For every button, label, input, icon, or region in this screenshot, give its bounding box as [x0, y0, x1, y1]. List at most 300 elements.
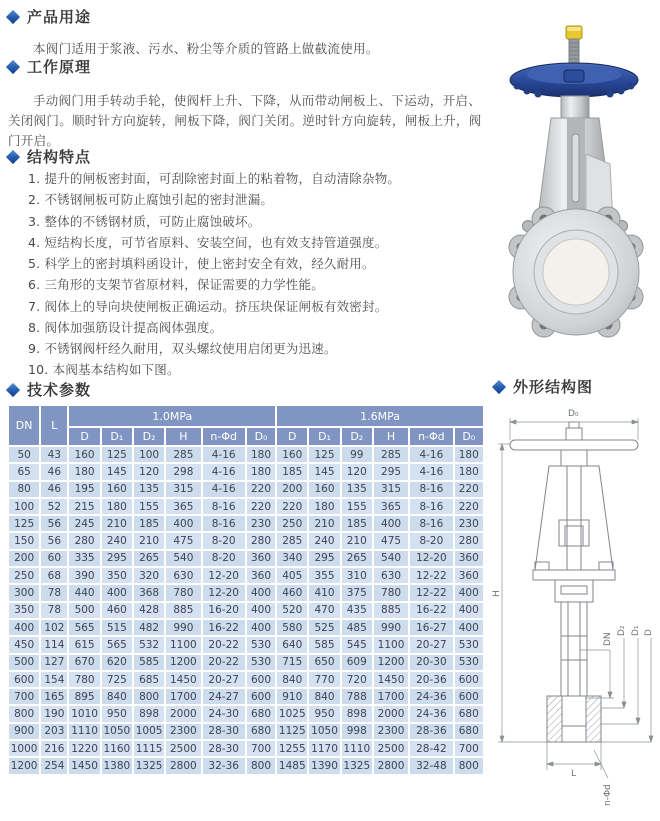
table-cell: 8-16 [203, 516, 245, 531]
table-cell: 482 [134, 620, 164, 635]
table-cell: 12-22 [410, 568, 452, 583]
table-cell: 52 [41, 499, 67, 514]
table-cell: 700 [247, 741, 275, 756]
table-cell: 1700 [374, 689, 408, 704]
table-cell: 400 [247, 585, 275, 600]
table-cell: 300 [9, 585, 39, 600]
table-cell: 405 [277, 568, 307, 583]
table-cell: 800 [247, 758, 275, 773]
table-cell: 375 [342, 585, 372, 600]
table-cell: 16-22 [410, 603, 452, 618]
col-header-d: D [69, 428, 99, 445]
table-cell: 210 [102, 516, 132, 531]
table-cell: 840 [102, 689, 132, 704]
col-header-l: L [41, 406, 67, 445]
table-cell: 8-20 [203, 533, 245, 548]
table-row [9, 758, 483, 773]
table-cell: 220 [455, 499, 483, 514]
table-cell: 32-48 [410, 758, 452, 773]
table-cell: 1380 [103, 759, 131, 772]
table-cell: 60 [41, 551, 67, 566]
table-cell: 1200 [166, 655, 200, 670]
table-cell: 540 [166, 551, 200, 566]
table-cell: 360 [247, 551, 275, 566]
table-cell: 78 [41, 585, 67, 600]
feature-item: 7. 阀体上的导向块使闸板正确运动。挤压块保证闸板有效密封。 [28, 298, 388, 314]
dim-label-d2: D₂ [617, 625, 627, 636]
section-title: 结构特点 [27, 148, 92, 166]
table-cell: 898 [342, 706, 372, 721]
table-cell: 250 [277, 516, 307, 531]
table-cell: 100 [9, 499, 39, 514]
section-title: 产品用途 [27, 8, 92, 26]
table-cell: 295 [102, 551, 132, 566]
table-cell: 470 [309, 603, 339, 618]
table-cell: 280 [455, 533, 483, 548]
table-cell: 1450 [374, 672, 408, 687]
table-cell: 1010 [71, 708, 98, 721]
table-cell: 1325 [135, 759, 163, 772]
table-cell: 700 [9, 689, 39, 704]
table-cell: 990 [166, 620, 200, 635]
table-cell: 180 [247, 447, 275, 462]
table-cell: 400 [102, 585, 132, 600]
table-cell: 28-42 [410, 741, 452, 756]
table-cell: 56 [41, 533, 67, 548]
feature-item: 2. 不锈钢闸板可防止腐蚀引起的密封泄漏。 [28, 192, 274, 208]
table-cell: 368 [134, 585, 164, 600]
table-cell: 254 [41, 758, 67, 773]
table-cell: 160 [277, 447, 307, 462]
table-cell: 410 [309, 585, 339, 600]
table-cell: 230 [247, 516, 275, 531]
table-cell: 220 [247, 482, 275, 497]
table-cell: 400 [166, 516, 200, 531]
table-cell: 725 [102, 672, 132, 687]
feature-item: 10. 本阀基本结构如下图。 [28, 362, 180, 378]
table-cell: 1200 [374, 655, 408, 670]
table-cell: 145 [309, 464, 339, 479]
table-cell: 895 [69, 689, 99, 704]
table-cell: 20-22 [203, 637, 245, 652]
table-cell: 360 [455, 551, 483, 566]
diamond-bullet-icon [6, 9, 20, 23]
table-cell: 245 [69, 516, 99, 531]
table-body [9, 447, 483, 774]
table-cell: 885 [374, 603, 408, 618]
feature-item: 4. 短结构长度，可节省原料、安装空间，也有效支持管道强度。 [28, 234, 388, 250]
table-cell: 1255 [278, 742, 306, 755]
table-cell: 24-27 [203, 689, 245, 704]
table-cell: 565 [69, 620, 99, 635]
table-cell: 220 [455, 482, 483, 497]
table-cell: 78 [41, 603, 67, 618]
table-cell: 2000 [166, 706, 200, 721]
section-heading-outline [494, 376, 593, 397]
table-cell: 770 [309, 672, 339, 687]
table-cell: 102 [41, 620, 67, 635]
table-cell: 515 [102, 620, 132, 635]
table-cell: 180 [247, 464, 275, 479]
table-cell: 46 [41, 464, 67, 479]
table-cell: 285 [277, 533, 307, 548]
stem-cap [566, 26, 582, 39]
features-list [28, 168, 486, 381]
table-cell: 630 [166, 568, 200, 583]
table-cell: 400 [455, 620, 483, 635]
table-cell: 530 [247, 655, 275, 670]
table-cell: 8-20 [410, 533, 452, 548]
table-cell: 800 [9, 706, 39, 721]
table-cell: 1025 [278, 708, 306, 721]
table-cell: 800 [455, 758, 483, 773]
table-cell: 4-16 [410, 464, 452, 479]
table-cell: 1005 [135, 725, 163, 738]
table-cell: 360 [247, 568, 275, 583]
table-row [9, 585, 483, 600]
table-cell: 12-22 [410, 585, 452, 600]
table-cell: 1050 [311, 725, 338, 738]
table-cell: 1200 [10, 759, 38, 772]
table-cell: 350 [9, 603, 39, 618]
col-header-nphid: n-Φd [203, 428, 245, 445]
table-cell: 600 [9, 672, 39, 687]
table-cell: 220 [277, 499, 307, 514]
table-cell: 400 [455, 585, 483, 600]
table-cell: 400 [374, 516, 408, 531]
table-cell: 609 [342, 655, 372, 670]
col-header-d1: D₁ [309, 428, 339, 445]
table-cell: 4-16 [203, 447, 245, 462]
table-cell: 340 [277, 551, 307, 566]
col-header-h: H [166, 428, 200, 445]
table-cell: 8-16 [410, 516, 452, 531]
table-cell: 780 [166, 585, 200, 600]
col-header-d: D [277, 428, 307, 445]
table-cell: 500 [9, 655, 39, 670]
table-cell: 1110 [71, 725, 98, 738]
feature-item: 1. 提升的闸板密封面，可刮除密封面上的粘着物，自动清除杂物。 [28, 171, 401, 186]
table-cell: 298 [166, 464, 200, 479]
feature-item: 9. 不锈钢阀杆经久耐用，双头螺纹使用启闭更为迅速。 [28, 341, 337, 356]
table-cell: 240 [309, 533, 339, 548]
table-cell: 280 [69, 533, 99, 548]
feature-item: 8. 阀体加强筋设计提高阀体强度。 [28, 319, 223, 335]
table-row [9, 689, 483, 704]
table-cell: 16-22 [203, 620, 245, 635]
table-cell: 780 [374, 585, 408, 600]
table-cell: 280 [247, 533, 275, 548]
table-cell: 100 [134, 447, 164, 462]
table-cell: 680 [455, 706, 483, 721]
table-cell: 365 [166, 499, 200, 514]
table-cell: 180 [455, 464, 483, 479]
table-cell: 615 [69, 637, 99, 652]
drawing-handwheel [510, 440, 638, 450]
table-cell: 2300 [166, 724, 200, 739]
table-cell: 700 [455, 741, 483, 756]
table-cell: 135 [134, 482, 164, 497]
table-cell: 28-30 [203, 724, 245, 739]
table-cell: 788 [342, 689, 372, 704]
table-cell: 20-27 [203, 672, 245, 687]
col-group-1-0mpa: 1.0MPa [69, 406, 275, 426]
table-cell: 250 [9, 568, 39, 583]
table-cell: 65 [9, 464, 39, 479]
feature-item: 3. 整体的不锈钢材质，可防止腐蚀破坏。 [28, 213, 261, 229]
valve-outline-diagram [488, 398, 660, 818]
table-cell: 900 [9, 724, 39, 739]
table-cell: 265 [134, 551, 164, 566]
table-row [9, 499, 483, 514]
dim-label-d1: D₁ [631, 625, 641, 636]
table-cell: 1050 [103, 725, 131, 738]
table-cell: 2800 [166, 758, 200, 773]
table-cell: 12-20 [203, 585, 245, 600]
section-heading-principle [8, 56, 91, 77]
col-header-d2: D₂ [134, 428, 164, 445]
table-cell: 215 [69, 499, 99, 514]
table-cell: 4-16 [410, 447, 452, 462]
section-heading-features [8, 146, 91, 167]
table-cell: 32-36 [203, 758, 245, 773]
drawing-flange-section [547, 696, 562, 742]
table-cell: 24-30 [203, 706, 245, 721]
table-cell: 670 [69, 655, 99, 670]
diamond-bullet-icon [6, 59, 20, 73]
table-cell: 180 [102, 499, 132, 514]
technical-parameters-table [7, 404, 485, 776]
table-cell: 585 [134, 655, 164, 670]
principle-paragraph: 手动阀门用手转动手轮，使阀杆上升、下降，从而带动闸板上、下运动，开启、关闭阀门。顺时针方向旋转，闸板下降，阀门关闭。逆时针方向旋转，闸板上升，阀门开启。 [8, 92, 482, 148]
table-row [9, 637, 483, 652]
table-cell: 630 [374, 568, 408, 583]
table-cell: 80 [9, 482, 39, 497]
table-cell: 145 [102, 464, 132, 479]
table-cell: 195 [69, 482, 99, 497]
table-cell: 155 [342, 499, 372, 514]
table-row [9, 482, 483, 497]
table-cell: 2500 [166, 741, 200, 756]
table-cell: 1110 [343, 742, 371, 755]
col-header-d0: D₀ [247, 428, 275, 445]
table-cell: 780 [69, 672, 99, 687]
table-cell: 210 [309, 516, 339, 531]
dim-label-d: D [644, 629, 654, 636]
table-cell: 1100 [166, 637, 200, 652]
table-cell: 155 [134, 499, 164, 514]
dim-label-d0: D₀ [568, 409, 579, 419]
table-cell: 910 [277, 689, 307, 704]
table-cell: 580 [277, 620, 307, 635]
table-cell: 1390 [311, 759, 338, 772]
table-cell: 998 [342, 724, 372, 739]
table-cell: 1115 [135, 742, 163, 755]
table-cell: 180 [69, 464, 99, 479]
table-cell: 565 [102, 637, 132, 652]
table-cell: 20-27 [410, 637, 452, 652]
table-cell: 120 [342, 464, 372, 479]
table-cell: 335 [69, 551, 99, 566]
feature-item: 6. 三角形的支架节省原材料，保证需要的力学性能。 [28, 277, 324, 293]
table-cell: 400 [247, 620, 275, 635]
table-cell: 220 [247, 499, 275, 514]
table-cell: 185 [342, 516, 372, 531]
table-cell: 1000 [10, 742, 38, 755]
table-cell: 320 [134, 568, 164, 583]
table-cell: 640 [277, 637, 307, 652]
table-cell: 56 [41, 516, 67, 531]
table-cell: 24-36 [410, 706, 452, 721]
table-cell: 1700 [166, 689, 200, 704]
dim-label-dn: DN [603, 632, 613, 646]
table-cell: 190 [41, 706, 67, 721]
table-cell: 460 [277, 585, 307, 600]
table-cell: 600 [247, 672, 275, 687]
table-row [9, 568, 483, 583]
table-cell: 715 [277, 655, 307, 670]
col-header-d1: D₁ [102, 428, 132, 445]
table-cell: 585 [309, 637, 339, 652]
table-cell: 2800 [374, 758, 408, 773]
table-cell: 1100 [374, 637, 408, 652]
table-cell: 8-16 [410, 499, 452, 514]
table-row [9, 551, 483, 566]
table-cell: 685 [134, 672, 164, 687]
table-cell: 28-30 [203, 741, 245, 756]
table-cell: 265 [342, 551, 372, 566]
table-cell: 230 [455, 516, 483, 531]
table-cell: 365 [374, 499, 408, 514]
table-cell: 185 [134, 516, 164, 531]
table-cell: 720 [342, 672, 372, 687]
table-row [9, 620, 483, 635]
col-header-dn: DN [9, 406, 39, 445]
table-cell: 530 [455, 637, 483, 652]
usage-paragraph: 本阀门适用于浆液、污水、粉尘等介质的管路上做截流使用。 [33, 40, 379, 56]
table-cell: 24-36 [410, 689, 452, 704]
table-cell: 8-16 [410, 482, 452, 497]
table-cell: 150 [9, 533, 39, 548]
table-cell: 125 [102, 447, 132, 462]
table-row [9, 533, 483, 548]
table-cell: 315 [374, 482, 408, 497]
valve-photo [490, 12, 660, 370]
table-cell: 210 [134, 533, 164, 548]
table-cell: 4-16 [203, 482, 245, 497]
table-cell: 680 [247, 724, 275, 739]
table-row [9, 672, 483, 687]
table-row [9, 741, 483, 756]
table-cell: 898 [134, 706, 164, 721]
table-cell: 200 [9, 551, 39, 566]
table-cell: 355 [309, 568, 339, 583]
table-cell: 154 [41, 672, 67, 687]
feature-item: 5. 科学上的密封填料函设计，使上密封安全有效，经久耐用。 [28, 256, 375, 271]
knife-gate-valve-photo [490, 12, 660, 370]
table-cell: 43 [41, 447, 67, 462]
table-cell: 120 [134, 464, 164, 479]
table-cell: 840 [277, 672, 307, 687]
table-cell: 240 [102, 533, 132, 548]
table-cell: 428 [134, 603, 164, 618]
table-cell: 390 [69, 568, 99, 583]
table-row [9, 447, 483, 462]
table-cell: 990 [374, 620, 408, 635]
table-cell: 540 [374, 551, 408, 566]
section-heading-usage [8, 6, 91, 27]
table-cell: 295 [374, 464, 408, 479]
table-cell: 200 [277, 482, 307, 497]
table-cell: 530 [247, 637, 275, 652]
table-row [9, 516, 483, 531]
section-title: 技术参数 [27, 381, 92, 399]
table-cell: 525 [309, 620, 339, 635]
table-cell: 460 [102, 603, 132, 618]
diamond-bullet-icon [6, 149, 20, 163]
table-cell: 1325 [343, 759, 371, 772]
table-cell: 20-36 [410, 672, 452, 687]
col-group-1-6mpa: 1.6MPa [277, 406, 483, 426]
col-header-d2: D₂ [342, 428, 372, 445]
table-cell: 8-16 [203, 499, 245, 514]
table-cell: 99 [342, 447, 372, 462]
dim-label-h: H [492, 590, 502, 597]
table-cell: 600 [455, 672, 483, 687]
col-header-h: H [374, 428, 408, 445]
table-row [9, 655, 483, 670]
table-cell: 12-20 [410, 551, 452, 566]
table-cell: 125 [309, 447, 339, 462]
table-cell: 180 [309, 499, 339, 514]
table-cell: 400 [455, 603, 483, 618]
col-header-d0: D₀ [455, 428, 483, 445]
table-cell: 435 [342, 603, 372, 618]
table-cell: 16-27 [410, 620, 452, 635]
table-cell: 285 [166, 447, 200, 462]
section-heading-parameters [8, 379, 91, 400]
table-cell: 310 [342, 568, 372, 583]
table-cell: 680 [247, 706, 275, 721]
drawing-gate-column [561, 602, 587, 696]
table-cell: 450 [9, 637, 39, 652]
table-cell: 8-20 [203, 551, 245, 566]
table-cell: 600 [247, 689, 275, 704]
table-cell: 20-22 [203, 655, 245, 670]
table-cell: 203 [41, 724, 67, 739]
table-cell: 160 [102, 482, 132, 497]
table-cell: 475 [166, 533, 200, 548]
dim-label-l: L [571, 769, 577, 779]
table-cell: 440 [69, 585, 99, 600]
table-cell: 165 [41, 689, 67, 704]
table-cell: 295 [309, 551, 339, 566]
section-title: 工作原理 [27, 58, 92, 76]
dim-label-nphid: n-Φd [603, 784, 613, 806]
table-cell: 400 [247, 603, 275, 618]
table-cell: 20-30 [410, 655, 452, 670]
table-row [9, 464, 483, 479]
table-cell: 216 [41, 741, 67, 756]
table-cell: 50 [9, 447, 39, 462]
table-cell: 950 [309, 706, 339, 721]
table-cell: 520 [277, 603, 307, 618]
table-row [9, 603, 483, 618]
table-cell: 600 [455, 689, 483, 704]
table-cell: 650 [309, 655, 339, 670]
section-title: 外形结构图 [513, 378, 594, 396]
table-cell: 1450 [71, 759, 98, 772]
